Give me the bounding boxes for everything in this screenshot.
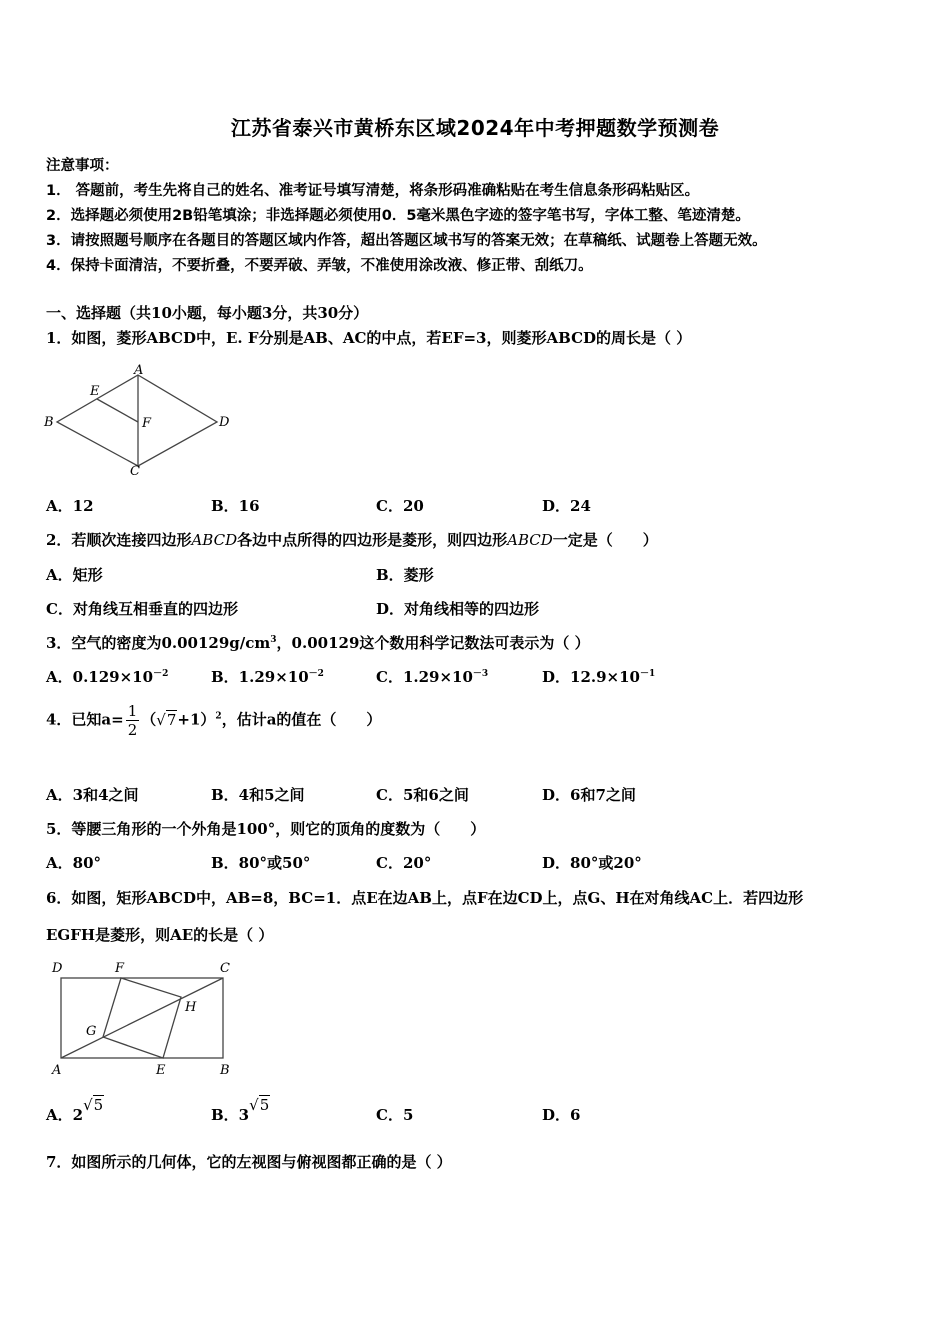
q6-option-c[interactable]: C．5 xyxy=(376,1106,414,1124)
q4-option-a[interactable]: A．3和4之间 xyxy=(46,786,139,804)
q4-option-b[interactable]: B．4和5之间 xyxy=(211,786,305,804)
q3-option-a[interactable] xyxy=(46,666,168,687)
notice-item: 3．请按照题号顺序在各题目的答题区域内作答，超出答题区域书写的答案无效；在草稿纸、试题卷上答题无效。 xyxy=(46,233,767,249)
q4-option-d[interactable]: D．6和7之间 xyxy=(542,786,636,804)
label-f: F xyxy=(142,416,152,431)
notice-item: 4．保持卡面清洁，不要折叠，不要弄破、弄皱，不准使用涂改液、修正带、刮纸刀。 xyxy=(46,258,593,274)
q2-var2: ABCD xyxy=(507,531,553,549)
notice-item: 2．选择题必须使用2B铅笔填涂；非选择题必须使用0．5毫米黑色字迹的签字笔书写，字体工整、笔迹清楚。 xyxy=(46,208,750,224)
label-c: C xyxy=(130,464,140,479)
q1-option-a[interactable]: A．12 xyxy=(46,497,94,515)
label-b: B xyxy=(44,415,54,430)
question-5-stem: 5．等腰三角形的一个外角是100°，则它的顶角的度数为（ ） xyxy=(46,820,486,838)
q3-stem-b: ，0.00129这个数用科学记数法可表示为（ ） xyxy=(276,634,590,652)
page-title: 江苏省泰兴市黄桥东区域2024年中考押题数学预测卷 xyxy=(230,116,720,140)
label-c: C xyxy=(220,961,230,976)
question-2-stem xyxy=(46,529,658,550)
q3-option-d-base: D．12.9×10 xyxy=(542,668,640,686)
q4-paren-open: （ xyxy=(141,710,157,729)
q5-option-b[interactable]: B．80°或50° xyxy=(211,854,311,872)
q4-radicand: 7 xyxy=(166,710,177,729)
rhombus-outline xyxy=(57,375,217,466)
q6-option-b[interactable] xyxy=(211,1096,270,1125)
q4-power: 2 xyxy=(215,711,222,722)
q3-option-b[interactable] xyxy=(211,666,324,687)
q2-option-d[interactable]: D．对角线相等的四边形 xyxy=(376,600,540,618)
q3-option-c-exp: －3 xyxy=(472,669,489,679)
q2-prefix: 2．若顺次连接四边形 xyxy=(46,531,192,549)
q6-option-a[interactable] xyxy=(46,1096,104,1125)
q5-option-a[interactable]: A．80° xyxy=(46,854,102,872)
question-7-stem: 7．如图所示的几何体，它的左视图与俯视图都正确的是（ ） xyxy=(46,1153,452,1171)
q6-option-b-text: B．3 xyxy=(211,1106,250,1124)
q4-fraction xyxy=(126,702,140,739)
q4-after-root: +1） xyxy=(177,710,216,729)
segment-ef xyxy=(97,399,138,422)
q1-option-d[interactable]: D．24 xyxy=(542,497,591,515)
label-h: H xyxy=(185,1000,197,1015)
question-1-stem: 1．如图，菱形ABCD中，E. F分别是AB、AC的中点，若EF=3，则菱形ABCD的周长是（ ） xyxy=(46,329,692,347)
question-6-stem-line2: EGFH是菱形，则AE的长是（ ） xyxy=(46,926,274,944)
q2-option-b[interactable]: B．菱形 xyxy=(376,566,434,584)
q4-sqrt: √7 xyxy=(156,710,177,729)
q6-option-a-sqrt: √5 xyxy=(83,1096,104,1114)
q2-var1: ABCD xyxy=(191,531,238,549)
q3-option-b-exp: －2 xyxy=(308,669,324,679)
label-e: E xyxy=(156,1063,166,1078)
q3-option-b-base: B．1.29×10 xyxy=(211,668,309,686)
label-g: G xyxy=(86,1024,97,1039)
q1-option-b[interactable]: B．16 xyxy=(211,497,260,515)
q4-suffix: ，估计a的值在（ ） xyxy=(221,710,382,729)
q6-option-a-radicand: 5 xyxy=(93,1096,104,1114)
q3-option-a-base: A．0.129×10 xyxy=(46,668,154,686)
q3-option-d-exp: －1 xyxy=(639,669,656,679)
q6-option-d[interactable]: D．6 xyxy=(542,1106,581,1124)
q3-option-a-exp: －2 xyxy=(153,669,169,679)
q2-option-a[interactable]: A．矩形 xyxy=(46,566,103,584)
q4-frac-num: 1 xyxy=(127,702,138,720)
q4-prefix: 4．已知a= xyxy=(46,710,124,729)
diagonal-ac xyxy=(61,978,223,1058)
q3-stem-a: 3．空气的密度为0.00129g/cm xyxy=(46,634,271,652)
q3-option-c[interactable] xyxy=(376,666,488,687)
label-e: E xyxy=(90,384,100,399)
q3-stem-sup: 3 xyxy=(270,635,277,645)
notice-item: 1． 答题前，考生先将自己的姓名、准考证号填写清楚，将条形码准确粘贴在考生信息条形码粘贴区。 xyxy=(46,183,700,199)
label-b: B xyxy=(220,1063,230,1078)
q1-option-c[interactable]: C．20 xyxy=(376,497,424,515)
label-a: A xyxy=(52,1063,62,1078)
question-3-stem xyxy=(46,632,590,653)
q5-option-c[interactable]: C．20° xyxy=(376,854,432,872)
q2-middle: 各边中点所得的四边形是菱形，则四边形 xyxy=(237,531,508,549)
section-heading: 一、选择题（共10小题，每小题3分，共30分） xyxy=(46,304,369,322)
label-a: A xyxy=(134,363,144,378)
question-6-stem-line1: 6．如图，矩形ABCD中，AB=8，BC=1．点E在边AB上，点F在边CD上，点G、H在对角线AC上．若四边形 xyxy=(46,889,804,907)
q5-option-d[interactable]: D．80°或20° xyxy=(542,854,642,872)
rectangle-figure xyxy=(46,956,246,1080)
q4-option-c[interactable]: C．5和6之间 xyxy=(376,786,469,804)
label-d: D xyxy=(219,415,230,430)
q6-option-a-text: A．2 xyxy=(46,1106,84,1124)
rhombus-figure xyxy=(42,362,242,480)
q3-option-c-base: C．1.29×10 xyxy=(376,668,473,686)
question-4-stem xyxy=(46,702,381,739)
label-f: F xyxy=(115,961,125,976)
q4-frac-den: 2 xyxy=(127,721,138,739)
label-d: D xyxy=(52,961,63,976)
q3-option-d[interactable] xyxy=(542,666,655,687)
q2-option-c[interactable]: C．对角线互相垂直的四边形 xyxy=(46,600,238,618)
q6-option-b-sqrt: √5 xyxy=(249,1096,270,1114)
q6-option-b-radicand: 5 xyxy=(259,1096,270,1114)
notice-heading: 注意事项： xyxy=(46,158,119,174)
q2-suffix: 一定是（ ） xyxy=(552,531,658,549)
